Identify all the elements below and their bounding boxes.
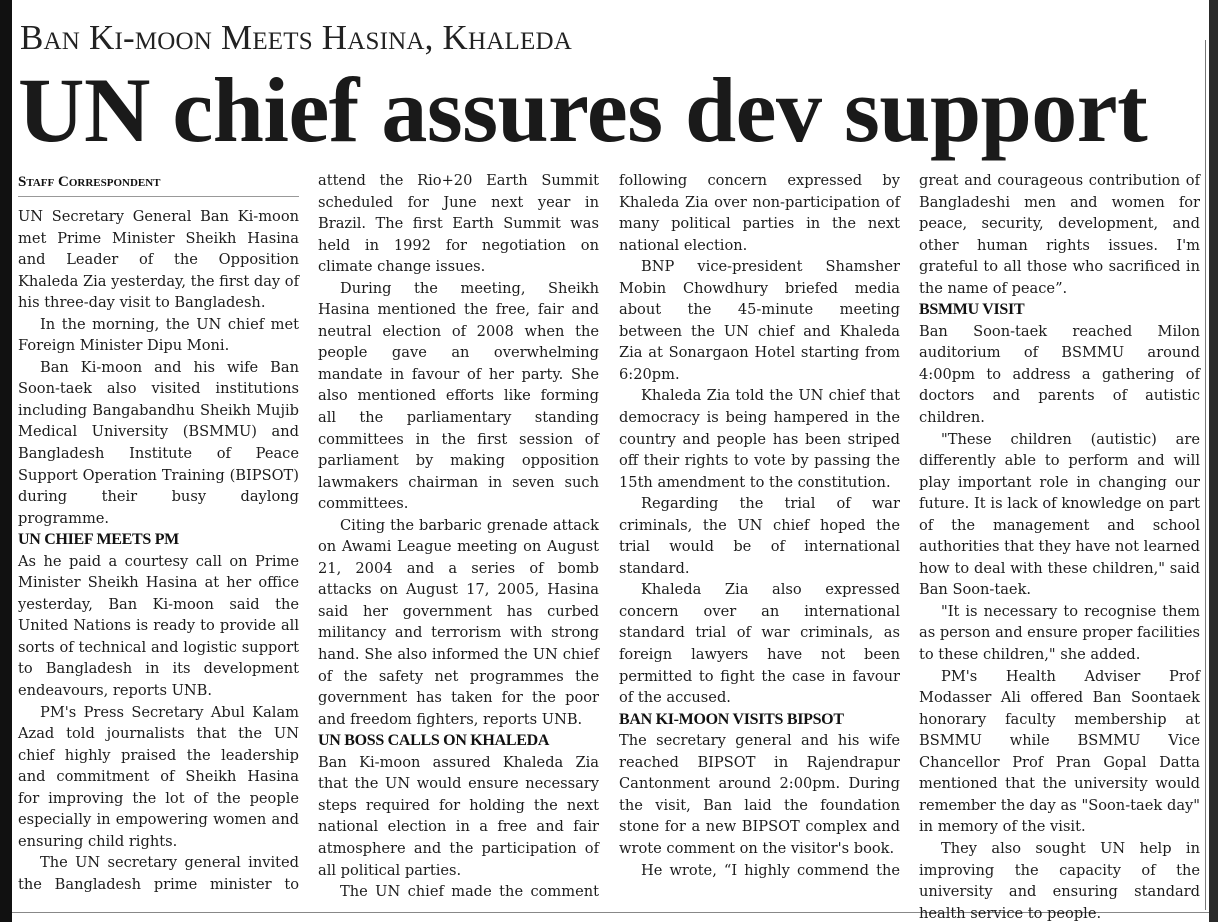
paragraph: Regarding the trial of war criminals, the UN chief hoped the trial would be of international standard. [619, 495, 900, 577]
paragraph: The secretary general and his wife reached BIPSOT in Rajendrapur Cantonment around 2:00pm. During the visit, Ban laid the foundation stone for a new BIPSOT complex and wrote comment on the visitor's book. [619, 732, 900, 857]
subhead: BSMMU VISIT [919, 301, 1025, 319]
paragraph: attend the Rio+20 Earth Summit scheduled for June next year in Brazil. The first Earth Summit was held in 1992 for negotiation on climate change issues. [318, 172, 599, 276]
paragraph: They also sought UN help in improving the capacity of the university and ensuring standard health service to people. [919, 839, 1200, 922]
subhead: UN BOSS CALLS ON KHALEDA [318, 732, 550, 750]
paragraph: During the meeting, Sheikh Hasina mentioned the free, fair and neutral election of 2008 when the people gave an overwhelming mandate in favour of her party. She also mentioned efforts like forming all the parliamentary standing committees in the first session of parliament by making opposition lawmakers chairman in seven such committees. [318, 279, 599, 513]
paragraph: The UN secretary general invited the Bangladesh prime minister to [18, 854, 299, 893]
right-edge-bar [1209, 0, 1218, 922]
paragraph: great and courageous contribution of Bangladeshi men and women for peace, security, development, and other human rights issues. I'm grateful to all those who sacrificed in the name of peace”. [919, 172, 1200, 297]
left-edge-bar [0, 0, 12, 922]
paragraph: The UN chief made the comment [340, 883, 599, 901]
paragraph: Citing the barbaric grenade attack on Awami League meeting on August 21, 2004 and a series of bomb attacks on August 17, 2005, Hasina said her government has curbed militancy and terrorism with strong hand. She also informed the UN chief of the safety net programmes the government has taken for the poor and freedom fighters, reports UNB. [318, 516, 599, 728]
paragraph: As he paid a courtesy call on Prime Minister Sheikh Hasina at her office yesterday, Ban Ki-moon said the United Nations is ready to provide all sorts of technical and logistic support to Bangladesh in its development endeavours, reports UNB. [18, 552, 299, 700]
paragraph: Ban Ki-moon assured Khaleda Zia that the UN would ensure necessary steps required for holding the next national election in a free and fair atmosphere and the participation of all political parties. [318, 753, 599, 879]
paragraph: Ban Ki-moon and his wife Ban Soon-taek also visited institutions including Bangabandhu Sheikh Mujib Medical University (BSMMU) and Bangladesh Institute of Peace Support Operation Training (BIPSOT) during their busy daylong programme. [18, 358, 299, 527]
paragraph: Khaleda Zia told the UN chief that democracy is being hampered in the country and people has been striped off their rights to vote by passing the 15th amendment to the constitution. [619, 387, 900, 491]
article-kicker: Ban Ki-moon Meets Hasina, Khaleda [20, 18, 572, 57]
right-edge-rule [1205, 40, 1206, 910]
paragraph: "It is necessary to recognise them as person and ensure proper facilities to these children," she added. [919, 602, 1200, 664]
article-column-4 [919, 170, 1200, 924]
subhead: BAN KI-MOON VISITS BIPSOT [619, 710, 844, 728]
paragraph: BNP vice-president Shamsher Mobin Chowdhury briefed media about the 45-minute meeting between the UN chief and Khaleda Zia at Sonargaon Hotel starting from 6:20pm. [619, 258, 900, 383]
subhead: UN CHIEF MEETS PM [18, 531, 179, 549]
paragraph: In the morning, the UN chief met Foreign Minister Dipu Moni. [18, 315, 299, 355]
article-column-3 [619, 170, 900, 881]
paragraph: He wrote, “I highly commend the [641, 861, 900, 879]
paragraph: Ban Soon-taek reached Milon auditorium of BSMMU around 4:00pm to address a gathering of doctors and parents of autistic children. [919, 322, 1200, 427]
paragraph: PM's Health Adviser Prof Modasser Ali offered Ban Soontaek honorary faculty membership at BSMMU while BSMMU Vice Chancellor Prof Pran Gopal Datta mentioned that the university would remember the day as "Soon-taek day" in memory of the visit. [919, 667, 1200, 836]
paragraph: following concern expressed by Khaleda Zia over non-participation of many political parties in the next national election. [619, 172, 900, 254]
paragraph: UN Secretary General Ban Ki-moon met Prime Minister Sheikh Hasina and Leader of the Opposition Khaleda Zia yesterday, the first day of his three-day visit to Bangladesh. [18, 208, 299, 312]
paragraph: PM's Press Secretary Abul Kalam Azad told journalists that the UN chief highly praised the leadership and commitment of Sheikh Hasina for improving the lot of the people especially in empowering women and ensuring child rights. [18, 703, 299, 850]
paragraph: Khaleda Zia also expressed concern over an international standard trial of war criminals, as foreign lawyers have not been permitted to fight the case in favour of the accused. [619, 581, 900, 707]
article-column-2 [318, 170, 599, 903]
article-headline: UN chief assures dev support [18, 59, 1148, 161]
article-column-1 [18, 170, 299, 896]
paragraph: "These children (autistic) are differently able to perform and will play important role in changing our future. It is lack of knowledge on part of the management and school authorities that they have not learned how to deal with these children," said Ban Soon-taek. [919, 430, 1201, 599]
byline: Staff Correspondent [18, 172, 299, 197]
